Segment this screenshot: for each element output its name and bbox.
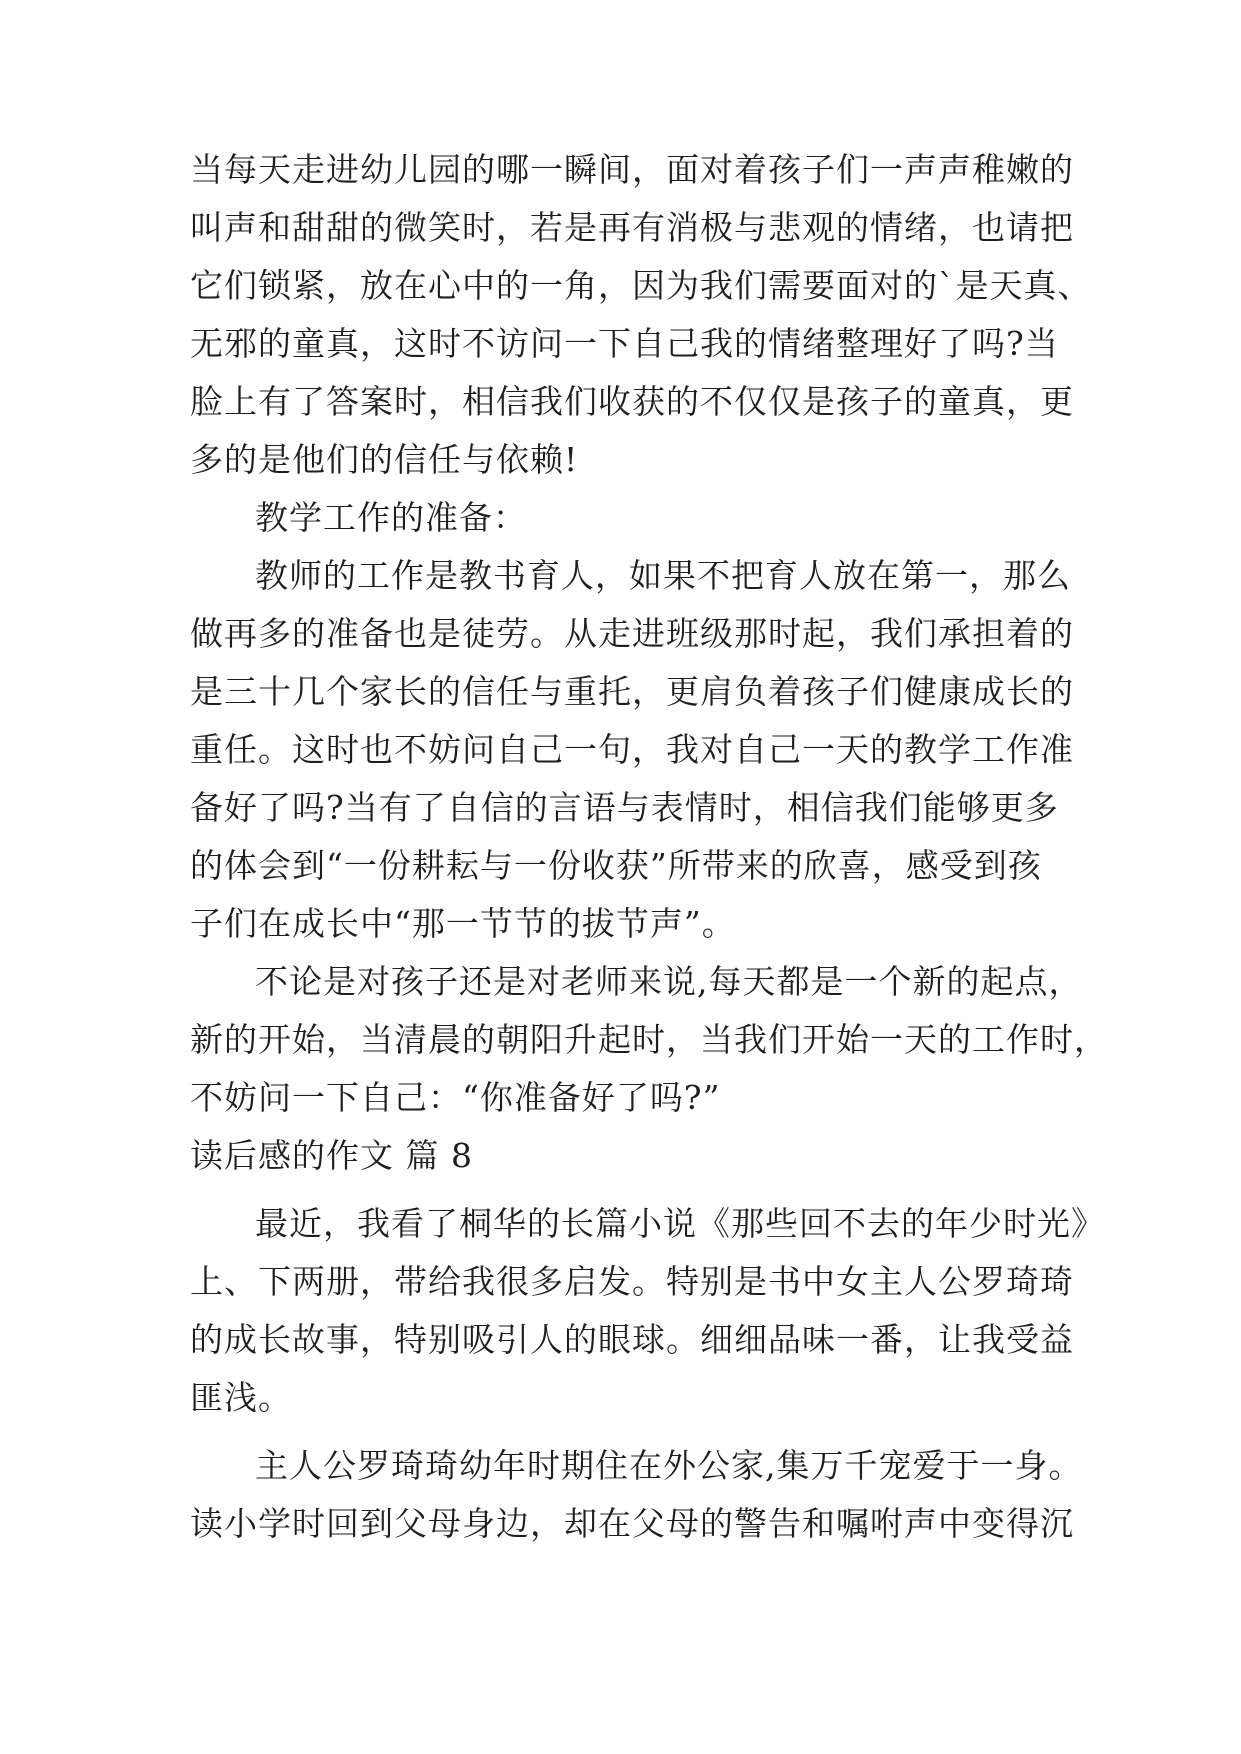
text-line: 最近，我看了桐华的长篇小说《那些回不去的年少时光》 [255,1204,1105,1243]
text-line: 是三十几个家长的信任与重托，更肩负着孩子们健康成长的 [190,672,1074,711]
text-line: 教师的工作是教书育人，如果不把育人放在第一，那么 [255,556,1071,595]
text-line: 叫声和甜甜的微笑时，若是再有消极与悲观的情绪，也请把 [190,208,1074,247]
text-line: 无邪的童真，这时不访问一下自己我的情绪整理好了吗?当 [190,324,1059,363]
text-line: 上、下两册，带给我很多启发。特别是书中女主人公罗琦琦 [190,1262,1074,1301]
text-line: 多的是他们的信任与依赖! [190,440,579,479]
text-line: 脸上有了答案时，相信我们收获的不仅仅是孩子的童真，更 [190,382,1074,421]
text-line: 主人公罗琦琦幼年时期住在外公家,集万千宠爱于一身。 [255,1446,1083,1485]
article-title: 读后感的作文 篇 8 [190,1136,473,1175]
text-line: 的成长故事，特别吸引人的眼球。细细品味一番，让我受益 [190,1320,1074,1359]
text-line: 不论是对孩子还是对老师来说,每天都是一个新的起点， [255,962,1083,1001]
text-line: 读小学时回到父母身边，却在父母的警告和嘱咐声中变得沉 [190,1504,1074,1543]
text-line: 重任。这时也不妨问自己一句，我对自己一天的教学工作准 [190,730,1074,769]
text-line: 当每天走进幼儿园的哪一瞬间，面对着孩子们一声声稚嫩的 [190,150,1074,189]
text-line: 备好了吗?当有了自信的言语与表情时，相信我们能够更多 [190,788,1059,827]
text-line: 它们锁紧，放在心中的一角，因为我们需要面对的`是天真、 [190,266,1092,305]
text-line: 子们在成长中“那一节节的拔节声”。 [190,904,736,943]
section-heading: 教学工作的准备： [255,498,527,537]
text-line: 的体会到“一份耕耘与一份收获”所带来的欣喜，感受到孩 [190,846,1042,885]
text-line: 不妨问一下自己：“你准备好了吗?” [190,1078,721,1117]
text-line: 做再多的准备也是徒劳。从走进班级那时起，我们承担着的 [190,614,1074,653]
text-line: 新的开始，当清晨的朝阳升起时，当我们开始一天的工作时， [190,1020,1108,1059]
text-line: 匪浅。 [190,1378,292,1417]
